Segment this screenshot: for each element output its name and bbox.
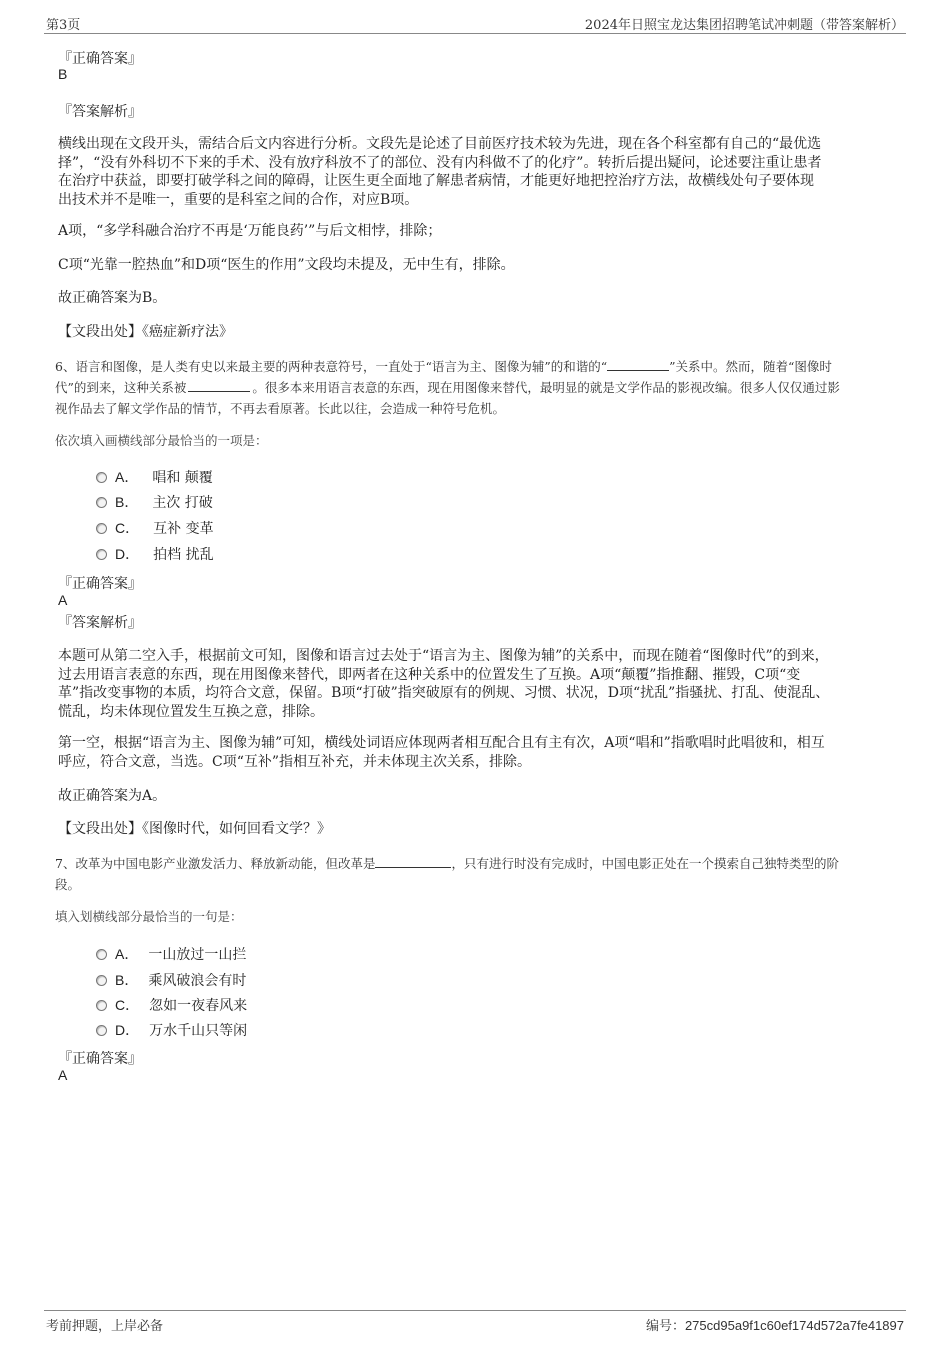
- correct-answer: B: [58, 66, 68, 82]
- document-title: 2024年日照宝龙达集团招聘笔试冲刺题（带答案解析）: [584, 18, 904, 33]
- answer-heading: 『正确答案』: [58, 51, 142, 67]
- option-c[interactable]: C． 互补 变革: [96, 518, 214, 538]
- blank-2: [188, 379, 250, 392]
- correct-answer: A: [58, 1067, 68, 1083]
- document-code: 编号：275cd95a9f1c60ef174d572a7fe41897: [645, 1318, 904, 1334]
- header-divider: [44, 33, 906, 34]
- analysis-conclusion: 故正确答案为A。: [58, 788, 167, 804]
- analysis-paragraph: 本题可从第二空入手，根据前文可知，图像和语言过去处于“语言为主、图像为辅”的关系中，而现在随着“图像时代”的到来， 过去用语言表意的东西，现在用图像来替代，即两者在这种关系中的位置发生了互换。A项“颠覆”指推翻、摧毁，C项“变 革”指改变事物的本质，均符合文意，保留。B项“打破”指突破原有的例规、习惯、状况，D项“扰乱”指骚扰、打乱、使混乱、 慌乱，均未体现位置发生互换之意，排除。: [58, 648, 830, 720]
- radio-icon[interactable]: [96, 549, 107, 560]
- answer-heading: 『正确答案』: [58, 1051, 142, 1067]
- option-c[interactable]: C． 忽如一夜春风来: [96, 995, 247, 1015]
- passage-source: 【文段出处】《图像时代，如何回看文学？》: [58, 821, 331, 837]
- question-7-stem: 7、改革为中国电影产业激发活力、释放新动能，但改革是 ，只有进行时没有完成时，中国电影正处在一个摸索自己独特类型的阶 段。: [55, 856, 839, 892]
- analysis-note-a: A项，“多学科融合治疗不再是‘万能良药’”与后文相悖，排除；: [58, 223, 442, 239]
- radio-icon[interactable]: [96, 1000, 107, 1011]
- question-6-stem: 6、语言和图像，是人类有史以来最主要的两种表意符号，一直处于“语言为主、图像为辅”的和谐的“ ”关系中。然而，随着“图像时 代”的到来，这种关系被 。很多本来用语言表意的东西，现在用图像来替代，最明显的就是文学作品的影视改编。很多人仅仅通过影 视作品去了解文学作品的情节，不再去看原著。长此以往，会造成一种符号危机。: [55, 359, 840, 416]
- analysis-note-cd: C项“光靠一腔热血”和D项“医生的作用”文段均未提及，无中生有，排除。: [58, 257, 515, 273]
- option-a[interactable]: A． 一山放过一山拦: [96, 944, 246, 964]
- footer-slogan: 考前押题，上岸必备: [46, 1319, 164, 1334]
- analysis-heading: 『答案解析』: [58, 104, 142, 120]
- passage-source: 【文段出处】《癌症新疗法》: [58, 324, 233, 340]
- radio-icon[interactable]: [96, 472, 107, 483]
- radio-icon[interactable]: [96, 1025, 107, 1036]
- radio-icon[interactable]: [96, 497, 107, 508]
- question-6-prompt: 依次填入画横线部分最恰当的一项是：: [55, 433, 268, 448]
- correct-answer: A: [58, 592, 68, 608]
- radio-icon[interactable]: [96, 523, 107, 534]
- option-a[interactable]: A． 唱和 颠覆: [96, 467, 213, 487]
- analysis-paragraph: 横线出现在文段开头，需结合后文内容进行分析。文段先是论述了目前医疗技术较为先进，现在各个科室都有自己的“最优选 择”，“没有外科切不下来的手术、没有放疗科放不了的部位、没有内科做不了的化疗”。转折后提出疑问，论述要注重让患者 在治疗中获益，即要打破学科之间的障碍，让医生更全面地了解患者病情，才能更好地把控治疗方法，故横线处句子要体现 出技术并不是唯一，重要的是科室之间的合作，对应B项。: [58, 136, 822, 208]
- radio-icon[interactable]: [96, 949, 107, 960]
- option-d[interactable]: D． 拍档 扰乱: [96, 544, 214, 564]
- radio-icon[interactable]: [96, 975, 107, 986]
- answer-heading: 『正确答案』: [58, 576, 142, 592]
- blank-1: [375, 855, 451, 868]
- analysis-heading: 『答案解析』: [58, 615, 142, 631]
- option-b[interactable]: B． 乘风破浪会有时: [96, 970, 246, 990]
- analysis-conclusion: 故正确答案为B。: [58, 290, 167, 306]
- option-b[interactable]: B． 主次 打破: [96, 492, 213, 512]
- page-number: 第3页: [46, 18, 81, 33]
- question-7-prompt: 填入划横线部分最恰当的一句是：: [55, 909, 243, 924]
- blank-1: [607, 358, 669, 371]
- analysis-paragraph: 第一空，根据“语言为主、图像为辅”可知，横线处词语应体现两者相互配合且有主有次，A项“唱和”指歌唱时此唱彼和，相互 呼应，符合文意，当选。C项“互补”指相互补充，并未体现主次关系，排除。: [58, 735, 825, 770]
- footer-divider: [44, 1310, 906, 1311]
- option-d[interactable]: D． 万水千山只等闲: [96, 1020, 247, 1040]
